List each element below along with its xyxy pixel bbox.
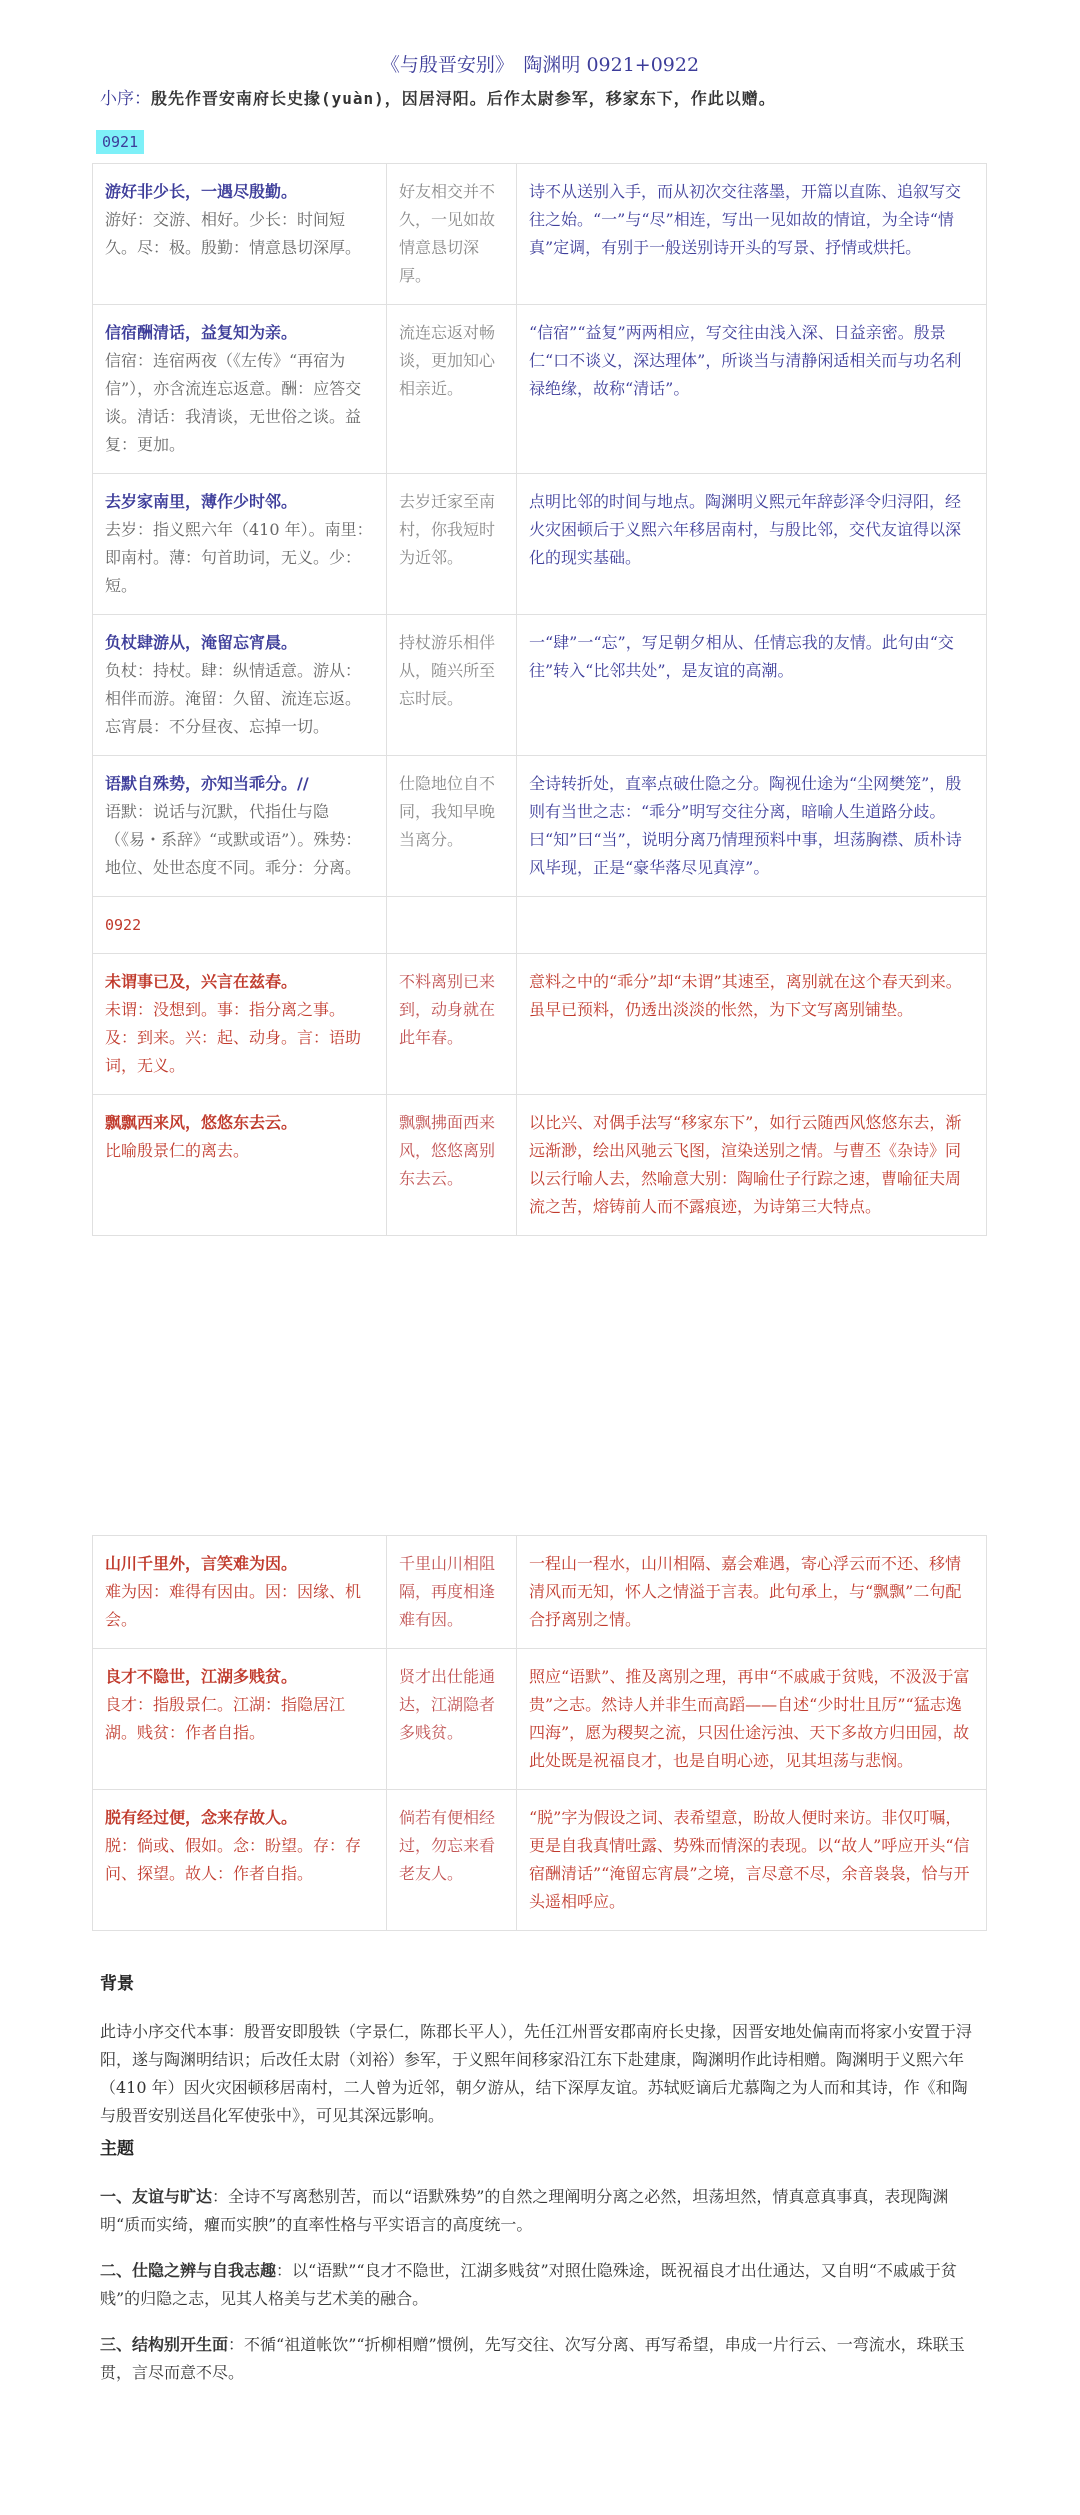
translation-text: 倘若有便相经过，勿忘来看老友人。 bbox=[399, 1808, 496, 1883]
table-row bbox=[93, 1095, 987, 1236]
analysis-cell bbox=[517, 1536, 987, 1649]
analysis-cell bbox=[517, 305, 987, 474]
verse-cell bbox=[93, 164, 387, 305]
analysis-text: 全诗转折处，直率点破仕隐之分。陶视仕途为“尘网樊笼”，殷则有当世之志：“乖分”明写交往分离，暗喻人生道路分歧。曰“知”曰“当”，说明分离乃情理预料中事，坦荡胸襟、质朴诗风毕现，正是“豪华落尽见真淳”。 bbox=[529, 774, 962, 877]
translation-cell bbox=[387, 1790, 517, 1931]
table-row bbox=[93, 1649, 987, 1790]
translation-cell bbox=[387, 954, 517, 1095]
verse-cell bbox=[93, 1095, 387, 1236]
translation-text: 持杖游乐相伴从，随兴所至忘时辰。 bbox=[399, 633, 496, 708]
verse-line: 去岁家南里，薄作少时邻。 bbox=[105, 492, 298, 511]
verse-gloss: 去岁：指义熙六年（410 年）。南里：即南村。薄：句首助词，无义。少：短。 bbox=[105, 520, 373, 595]
translation-text: 去岁迁家至南村，你我短时为近邻。 bbox=[399, 492, 496, 567]
theme-item-1: 一、友谊与旷达：全诗不写离愁别苦，而以“语默殊势”的自然之理阐明分离之必然，坦荡坦然，情真意真事真，表现陶渊明“质而实绮，癯而实腴”的直率性格与平实语言的高度统一。 bbox=[100, 2187, 949, 2234]
background-text: 此诗小序交代本事：殷晋安即殷铁（字景仁，陈郡长平人），先任江州晋安郡南府长史掾，因晋安地处偏南而将家小安置于浔阳，遂与陶渊明结识；后改任太尉（刘裕）参军，于义熙年间移家沿江东下赴建康，陶渊明作此诗相赠。陶渊明于义熙六年（410 年）因火灾困顿移居南村，二人曾为近邻，朝夕游从，结下深厚友谊。苏轼贬谪后尤慕陶之为人而和其诗，作《和陶与殷晋安别送昌化军使张中》，可见其深远影响。 bbox=[100, 2022, 973, 2125]
verse-gloss: 难为因：难得有因由。因：因缘、机会。 bbox=[105, 1582, 362, 1629]
verse-gloss: 良才：指殷景仁。江湖：指隐居江湖。贱贫：作者自指。 bbox=[105, 1695, 346, 1742]
translation-cell bbox=[387, 305, 517, 474]
verse-line: 未谓事已及，兴言在兹春。 bbox=[105, 972, 298, 991]
analysis-text: 一程山一程水，山川相隔、嘉会难遇，寄心浮云而不还、移情清风而无知，怀人之情溢于言表。此句承上，与“飘飘”二句配合抒离别之情。 bbox=[529, 1554, 962, 1629]
analysis-cell bbox=[517, 1095, 987, 1236]
table-row bbox=[93, 954, 987, 1095]
date-cell bbox=[93, 897, 387, 954]
verse-gloss: 脱：倘或、假如。念：盼望。存：存问、探望。故人：作者自指。 bbox=[105, 1836, 362, 1883]
preface bbox=[100, 84, 1000, 114]
background-heading: 背景 bbox=[100, 1974, 134, 1994]
notes-table-1 bbox=[92, 163, 987, 1236]
preface-label: 小序： bbox=[100, 89, 151, 109]
background-section bbox=[100, 1970, 980, 2148]
verse-line: 负杖肆游从，淹留忘宵晨。 bbox=[105, 633, 298, 652]
verse-cell bbox=[93, 474, 387, 615]
verse-cell bbox=[93, 1649, 387, 1790]
analysis-cell bbox=[517, 164, 987, 305]
date-highlight: 0921 bbox=[96, 130, 144, 154]
date-label: 0922 bbox=[105, 916, 142, 934]
verse-line: 飘飘西来风，悠悠东去云。 bbox=[105, 1113, 298, 1132]
verse-cell bbox=[93, 615, 387, 756]
verse-line: 脱有经过便，念来存故人。 bbox=[105, 1808, 298, 1827]
translation-cell bbox=[387, 1649, 517, 1790]
table-row bbox=[93, 1536, 987, 1649]
analysis-cell bbox=[517, 756, 987, 897]
verse-gloss: 负杖：持杖。肆：纵情适意。游从：相伴而游。淹留：久留、流连忘返。忘宵晨：不分昼夜、忘掉一切。 bbox=[105, 661, 362, 736]
verse-cell bbox=[93, 1790, 387, 1931]
verse-line: 语默自殊势，亦知当乖分。// bbox=[105, 774, 309, 793]
analysis-cell bbox=[517, 615, 987, 756]
translation-text: 贤才出仕能通达，江湖隐者多贱贫。 bbox=[399, 1667, 496, 1742]
analysis-cell bbox=[517, 1649, 987, 1790]
translation-cell bbox=[387, 756, 517, 897]
table-row bbox=[93, 164, 987, 305]
theme-heading: 主题 bbox=[100, 2139, 134, 2159]
analysis-cell bbox=[517, 954, 987, 1095]
translation-cell bbox=[387, 164, 517, 305]
analysis-text: “脱”字为假设之词、表希望意，盼故人便时来访。非仅叮嘱，更是自我真情吐露、势殊而情深的表现。以“故人”呼应开头“信宿酬清话”“淹留忘宵晨”之境，言尽意不尽，余音袅袅，恰与开头遥相呼应。 bbox=[529, 1808, 970, 1911]
translation-text: 不料离别已来到，动身就在此年春。 bbox=[399, 972, 496, 1047]
verse-line: 山川千里外，言笑难为因。 bbox=[105, 1554, 298, 1573]
analysis-text: “信宿”“益复”两两相应，写交往由浅入深、日益亲密。殷景仁“口不谈义，深达理体”，所谈当与清静闲适相关而与功名利禄绝缘，故称“清话”。 bbox=[529, 323, 962, 398]
translation-text: 流连忘返对畅谈，更加知心相亲近。 bbox=[399, 323, 496, 398]
verse-gloss: 游好：交游、相好。少长：时间短久。尽：极。殷勤：情意恳切深厚。 bbox=[105, 210, 362, 257]
verse-line: 信宿酬清话，益复知为亲。 bbox=[105, 323, 298, 342]
verse-cell bbox=[93, 954, 387, 1095]
verse-gloss: 比喻殷景仁的离去。 bbox=[105, 1141, 250, 1160]
verse-gloss: 信宿：连宿两夜（《左传》“再宿为信”），亦含流连忘返意。酬：应答交谈。清话：我清谈，无世俗之谈。益复：更加。 bbox=[105, 351, 362, 454]
theme-item-2: 二、仕隐之辨与自我志趣：以“语默”“良才不隐世，江湖多贱贫”对照仕隐殊途，既祝福良才出仕通达，又自明“不戚戚于贫贱”的归隐之志，见其人格美与艺术美的融合。 bbox=[100, 2261, 957, 2308]
table-row bbox=[93, 756, 987, 897]
translation-text: 飘飘拂面西来风，悠悠离别东去云。 bbox=[399, 1113, 496, 1188]
translation-cell bbox=[387, 615, 517, 756]
empty-cell bbox=[517, 897, 987, 954]
theme-section bbox=[100, 2135, 980, 2405]
analysis-text: 诗不从送别入手，而从初次交往落墨，开篇以直陈、追叙写交往之始。“一”与“尽”相连，写出一见如故的情谊，为全诗“情真”定调，有别于一般送别诗开头的写景、抒情或烘托。 bbox=[529, 182, 962, 257]
verse-gloss: 语默：说话与沉默，代指仕与隐（《易・系辞》“或默或语”）。殊势：地位、处世态度不同。乖分：分离。 bbox=[105, 802, 362, 877]
verse-line: 良才不隐世，江湖多贱贫。 bbox=[105, 1667, 298, 1686]
translation-text: 好友相交并不久，一见如故情意恳切深厚。 bbox=[399, 182, 496, 285]
verse-cell bbox=[93, 756, 387, 897]
analysis-text: 以比兴、对偶手法写“移家东下”，如行云随西风悠悠东去，渐远渐渺，绘出风驰云飞图，渲染送别之情。与曹丕《杂诗》同以云行喻人去，然喻意大别：陶喻仕子行踪之速，曹喻征夫周流之苦，熔铸前人而不露痕迹，为诗第三大特点。 bbox=[529, 1113, 962, 1216]
translation-cell bbox=[387, 1095, 517, 1236]
preface-text: 殷先作晋安南府长史掾(yuàn)，因居浔阳。后作太尉参军，移家东下，作此以赠。 bbox=[151, 89, 776, 108]
table-row bbox=[93, 615, 987, 756]
page-title: 《与殷晋安别》 陶渊明 0921+0922 bbox=[380, 54, 700, 76]
verse-gloss: 未谓：没想到。事：指分离之事。及：到来。兴：起、动身。言：语助词，无义。 bbox=[105, 1000, 362, 1075]
verse-cell bbox=[93, 1536, 387, 1649]
table-row bbox=[93, 1790, 987, 1931]
analysis-text: 一“肆”一“忘”，写足朝夕相从、任情忘我的友情。此句由“交往”转入“比邻共处”，是友谊的高潮。 bbox=[529, 633, 954, 680]
translation-cell bbox=[387, 1536, 517, 1649]
notes-table-2 bbox=[92, 1535, 987, 1931]
analysis-text: 点明比邻的时间与地点。陶渊明义熙元年辞彭泽令归浔阳，经火灾困顿后于义熙六年移居南村，与殷比邻，交代友谊得以深化的现实基础。 bbox=[529, 492, 962, 567]
verse-cell bbox=[93, 305, 387, 474]
translation-text: 千里山川相阻隔，再度相逢难有因。 bbox=[399, 1554, 496, 1629]
table-row bbox=[93, 474, 987, 615]
empty-cell bbox=[387, 897, 517, 954]
table-row bbox=[93, 305, 987, 474]
analysis-text: 意料之中的“乖分”却“未谓”其速至，离别就在这个春天到来。虽早已预料，仍透出淡淡的怅然，为下文写离别铺垫。 bbox=[529, 972, 962, 1019]
analysis-cell bbox=[517, 474, 987, 615]
translation-text: 仕隐地位自不同，我知早晚当离分。 bbox=[399, 774, 496, 849]
analysis-cell bbox=[517, 1790, 987, 1931]
theme-item-3: 三、结构别开生面：不循“祖道帐饮”“折柳相赠”惯例，先写交往、次写分离、再写希望，串成一片行云、一弯流水，珠联玉贯，言尽而意不尽。 bbox=[100, 2335, 965, 2382]
analysis-text: 照应“语默”、推及离别之理，再申“不戚戚于贫贱，不汲汲于富贵”之志。然诗人并非生而高蹈——自述“少时壮且厉”“猛志逸四海”，愿为稷契之流，只因仕途污浊、天下多故方归田园，故此处既是祝福良才，也是自明心迹，见其坦荡与悲悯。 bbox=[529, 1667, 970, 1770]
date-row bbox=[93, 897, 987, 954]
verse-line: 游好非少长，一遇尽殷勤。 bbox=[105, 182, 298, 201]
translation-cell bbox=[387, 474, 517, 615]
